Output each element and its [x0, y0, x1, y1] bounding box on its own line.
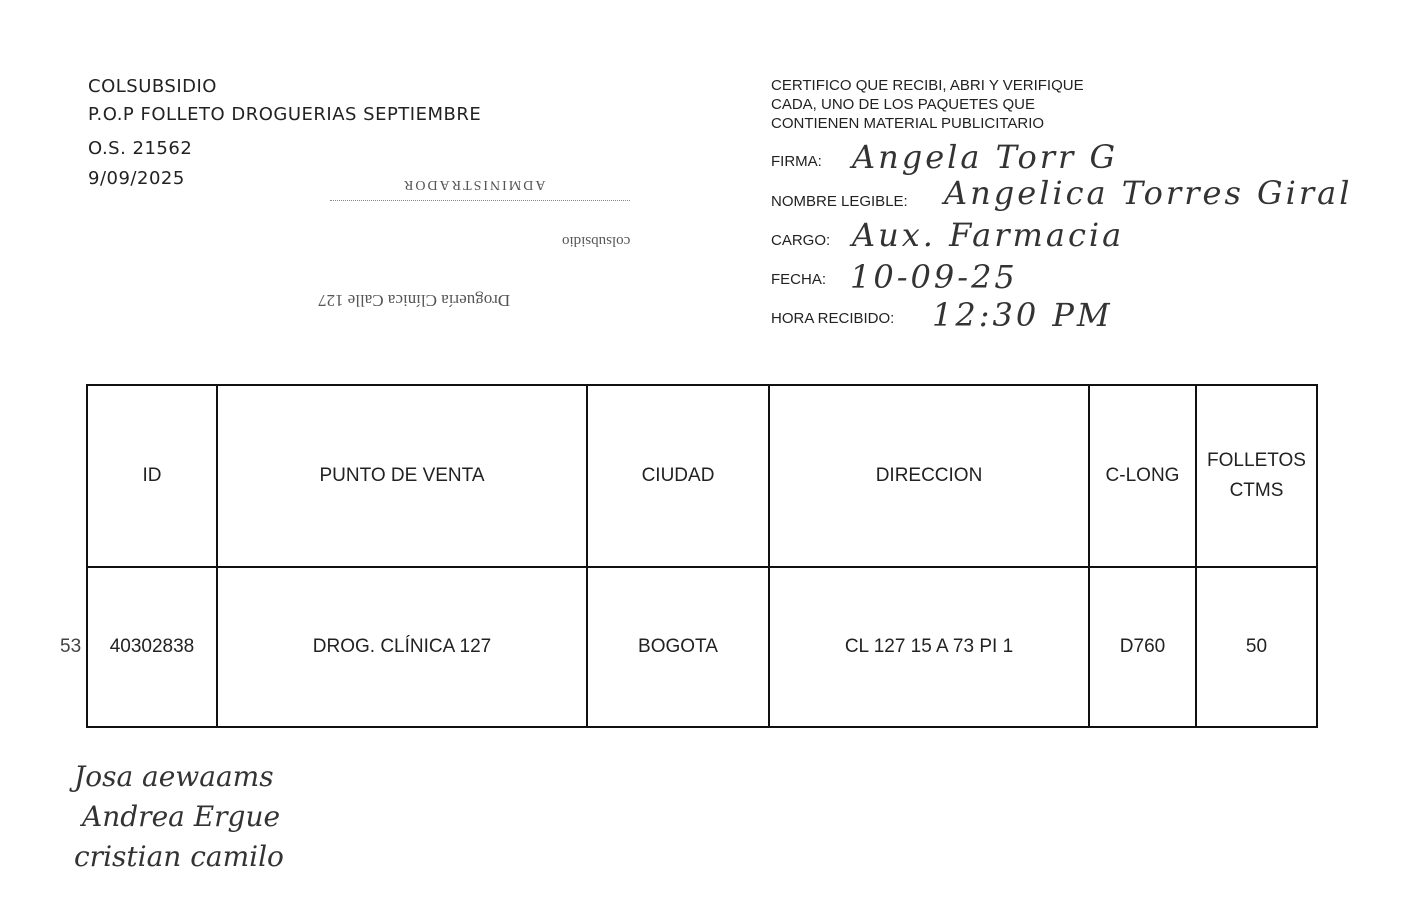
- table-row: [87, 567, 1317, 727]
- field-value-firma: Angela Torr G: [852, 138, 1119, 176]
- field-value-cargo: Aux. Farmacia: [852, 216, 1125, 254]
- signer-2: Andrea Ergue: [82, 800, 281, 833]
- field-value-fecha: 10-09-25: [850, 258, 1018, 296]
- order-description: P.O.P FOLLETO DROGUERIAS SEPTIEMBRE: [88, 104, 482, 125]
- field-label-fecha: FECHA:: [771, 271, 827, 288]
- table-header-row: [87, 385, 1317, 567]
- stamp-store: Droguería Clínica Calle 127: [318, 291, 511, 310]
- order-number: O.S. 21562: [88, 138, 193, 159]
- company-name: COLSUBSIDIO: [88, 76, 217, 97]
- header-punto-de-venta: PUNTO DE VENTA: [217, 385, 587, 567]
- cert-line-1: CERTIFICO QUE RECIBI, ABRI Y VERIFIQUE: [771, 77, 1084, 94]
- cell-ciudad: BOGOTA: [587, 567, 769, 727]
- header-direccion: DIRECCION: [769, 385, 1089, 567]
- header-c-long: C-LONG: [1089, 385, 1196, 567]
- cell-punto-de-venta: DROG. CLÍNICA 127: [217, 567, 587, 727]
- field-label-cargo: CARGO:: [771, 232, 831, 249]
- header-ciudad: CIUDAD: [587, 385, 769, 567]
- field-label-nombre: NOMBRE LEGIBLE:: [771, 193, 908, 210]
- cell-folletos: 50: [1196, 567, 1317, 727]
- header-folletos-ctms: FOLLETOS CTMS: [1196, 385, 1317, 567]
- signer-3: cristian camilo: [74, 840, 284, 873]
- cell-direccion: CL 127 15 A 73 PI 1: [769, 567, 1089, 727]
- cell-c-long: D760: [1089, 567, 1196, 727]
- stamp-admin: ADMINISTRADOR: [402, 177, 546, 192]
- field-value-hora: 12:30 PM: [932, 296, 1113, 334]
- stamp-logo: colsubsidio: [562, 233, 631, 249]
- field-value-nombre: Angelica Torres Giral: [944, 174, 1353, 212]
- field-label-hora: HORA RECIBIDO:: [771, 310, 895, 327]
- cert-line-2: CADA, UNO DE LOS PAQUETES QUE: [771, 96, 1035, 113]
- order-date: 9/09/2025: [88, 168, 185, 189]
- cert-line-3: CONTIENEN MATERIAL PUBLICITARIO: [771, 115, 1045, 132]
- row-number: 53: [60, 636, 82, 657]
- stamp-divider: [330, 200, 630, 201]
- field-label-firma: FIRMA:: [771, 153, 822, 170]
- cell-id: 40302838: [87, 567, 217, 727]
- delivery-table: [86, 384, 1318, 728]
- header-id: ID: [87, 385, 217, 567]
- signer-1: Josa aewaams: [74, 760, 274, 793]
